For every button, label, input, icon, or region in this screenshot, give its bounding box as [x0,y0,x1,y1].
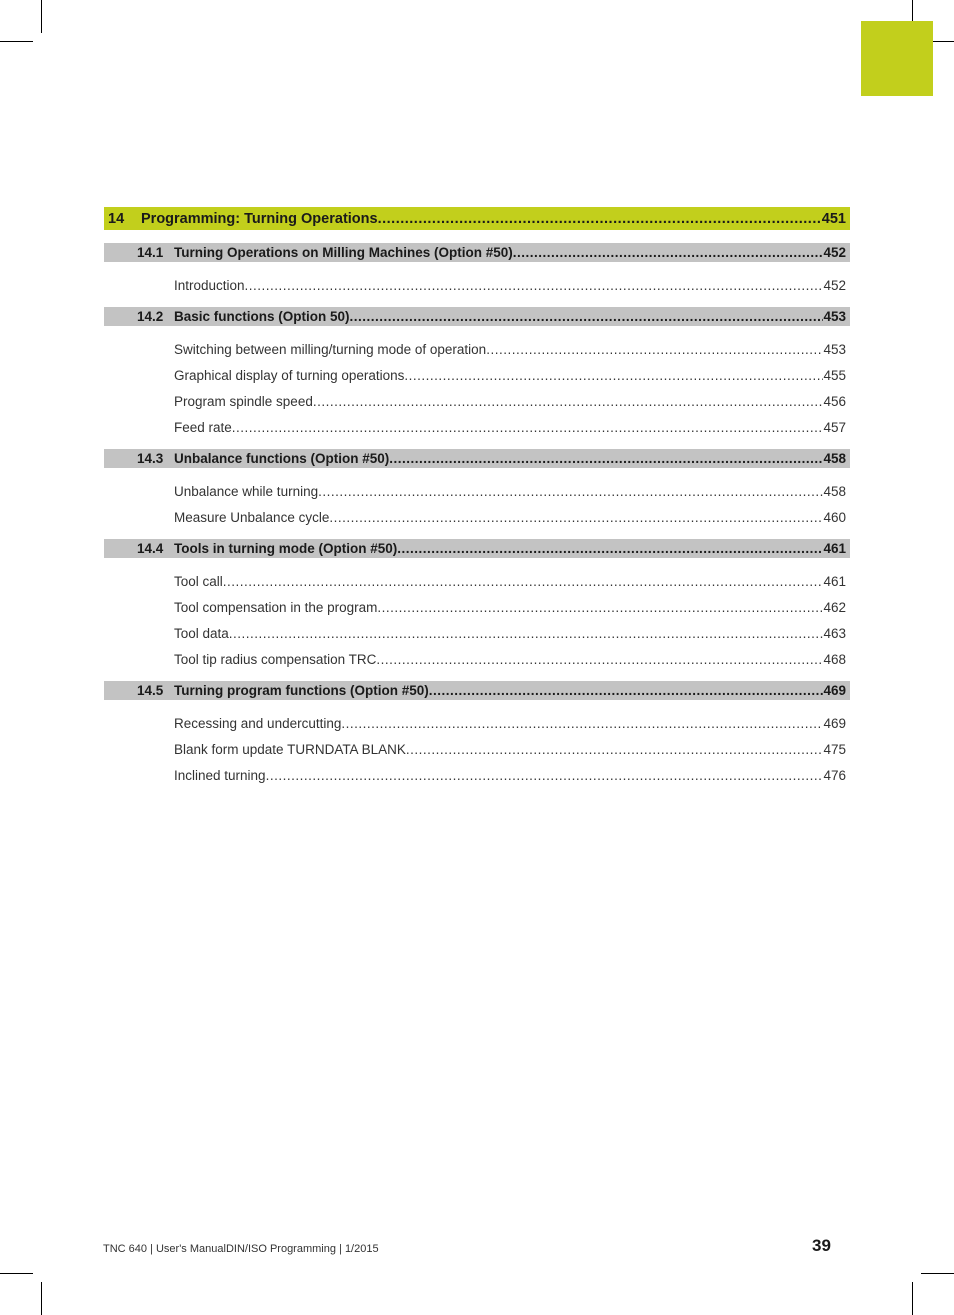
section-title: Tools in turning mode (Option #50) [174,541,398,556]
dot-leader [350,309,824,324]
entry-title: Switching between milling/turning mode of operation [174,341,487,357]
entry-page: 468 [823,651,846,667]
section-number: 14.4 [137,541,164,556]
toc-entry[interactable] [174,620,850,646]
toc-entry[interactable] [174,414,850,440]
entry-title: Measure Unbalance cycle [174,509,330,525]
dot-leader [318,484,823,499]
toc-entry[interactable] [174,594,850,620]
toc-entry[interactable] [174,646,850,672]
chapter-page: 451 [821,210,846,227]
toc-entry[interactable] [174,388,850,414]
crop-mark [0,1273,33,1274]
section-heading-14-4[interactable] [104,539,850,558]
toc-entry[interactable] [174,762,850,788]
section-number: 14.5 [137,683,164,698]
entry-title: Tool compensation in the program [174,599,378,615]
toc-entry[interactable] [174,336,850,362]
section-heading-14-2[interactable] [104,307,850,326]
entry-page: 460 [823,509,846,525]
dot-leader [376,652,823,667]
entry-title: Introduction [174,277,245,293]
dot-leader [378,211,822,227]
dot-leader [377,600,823,615]
entry-title: Unbalance while turning [174,483,319,499]
toc-entry[interactable] [174,710,850,736]
dot-leader [223,574,824,589]
chapter-heading[interactable] [104,207,850,230]
section-page: 469 [823,683,846,698]
crop-mark [921,1273,954,1274]
section-page: 458 [823,451,846,466]
crop-mark [41,1282,42,1315]
chapter-tab-marker [861,21,933,96]
entry-title: Inclined turning [174,767,266,783]
toc-entry[interactable] [174,478,850,504]
dot-leader [389,451,823,466]
toc-entry[interactable] [174,504,850,530]
dot-leader [341,716,823,731]
section-title: Turning Operations on Milling Machines (Option #50) [174,245,513,260]
dot-leader [245,278,824,293]
section-number: 14.3 [137,451,164,466]
entry-page: 455 [823,367,846,383]
entry-page: 461 [823,573,846,589]
entry-title: Feed rate [174,419,232,435]
dot-leader [232,420,824,435]
toc-entry[interactable] [174,272,850,298]
chapter-title: Programming: Turning Operations [141,210,378,227]
dot-leader [313,394,824,409]
entry-title: Tool data [174,625,229,641]
section-page: 452 [823,245,846,260]
table-of-contents [104,207,850,797]
dot-leader [404,368,823,383]
section-title: Unbalance functions (Option #50) [174,451,390,466]
entry-title: Recessing and undercutting [174,715,342,731]
footer-text: TNC 640 | User's ManualDIN/ISO Programming | 1/2015 [103,1243,379,1255]
dot-leader [266,768,824,783]
dot-leader [513,245,824,260]
dot-leader [229,626,824,641]
dot-leader [397,541,823,556]
entry-page: 476 [823,767,846,783]
entry-title: Graphical display of turning operations [174,367,405,383]
entry-title: Program spindle speed [174,393,313,409]
chapter-number: 14 [108,210,125,227]
toc-entry[interactable] [174,736,850,762]
entry-page: 457 [823,419,846,435]
entry-title: Blank form update TURNDATA BLANK [174,741,406,757]
section-page: 461 [823,541,846,556]
section-heading-14-3[interactable] [104,449,850,468]
toc-entry[interactable] [174,362,850,388]
section-page: 453 [823,309,846,324]
page-number: 39 [812,1236,831,1255]
entry-page: 475 [823,741,846,757]
section-title: Basic functions (Option 50) [174,309,350,324]
section-heading-14-1[interactable] [104,243,850,262]
dot-leader [329,510,823,525]
entry-title: Tool call [174,573,223,589]
entry-page: 453 [823,341,846,357]
entry-title: Tool tip radius compensation TRC [174,651,377,667]
toc-entry[interactable] [174,568,850,594]
dot-leader [406,742,824,757]
section-number: 14.1 [137,245,164,260]
crop-mark [912,1282,913,1315]
entry-page: 463 [823,625,846,641]
entry-page: 469 [823,715,846,731]
section-title: Turning program functions (Option #50) [174,683,429,698]
crop-mark [41,0,42,33]
dot-leader [429,683,824,698]
entry-page: 458 [823,483,846,499]
section-heading-14-5[interactable] [104,681,850,700]
entry-page: 452 [823,277,846,293]
crop-mark [0,41,33,42]
entry-page: 462 [823,599,846,615]
dot-leader [486,342,823,357]
entry-page: 456 [823,393,846,409]
section-number: 14.2 [137,309,164,324]
